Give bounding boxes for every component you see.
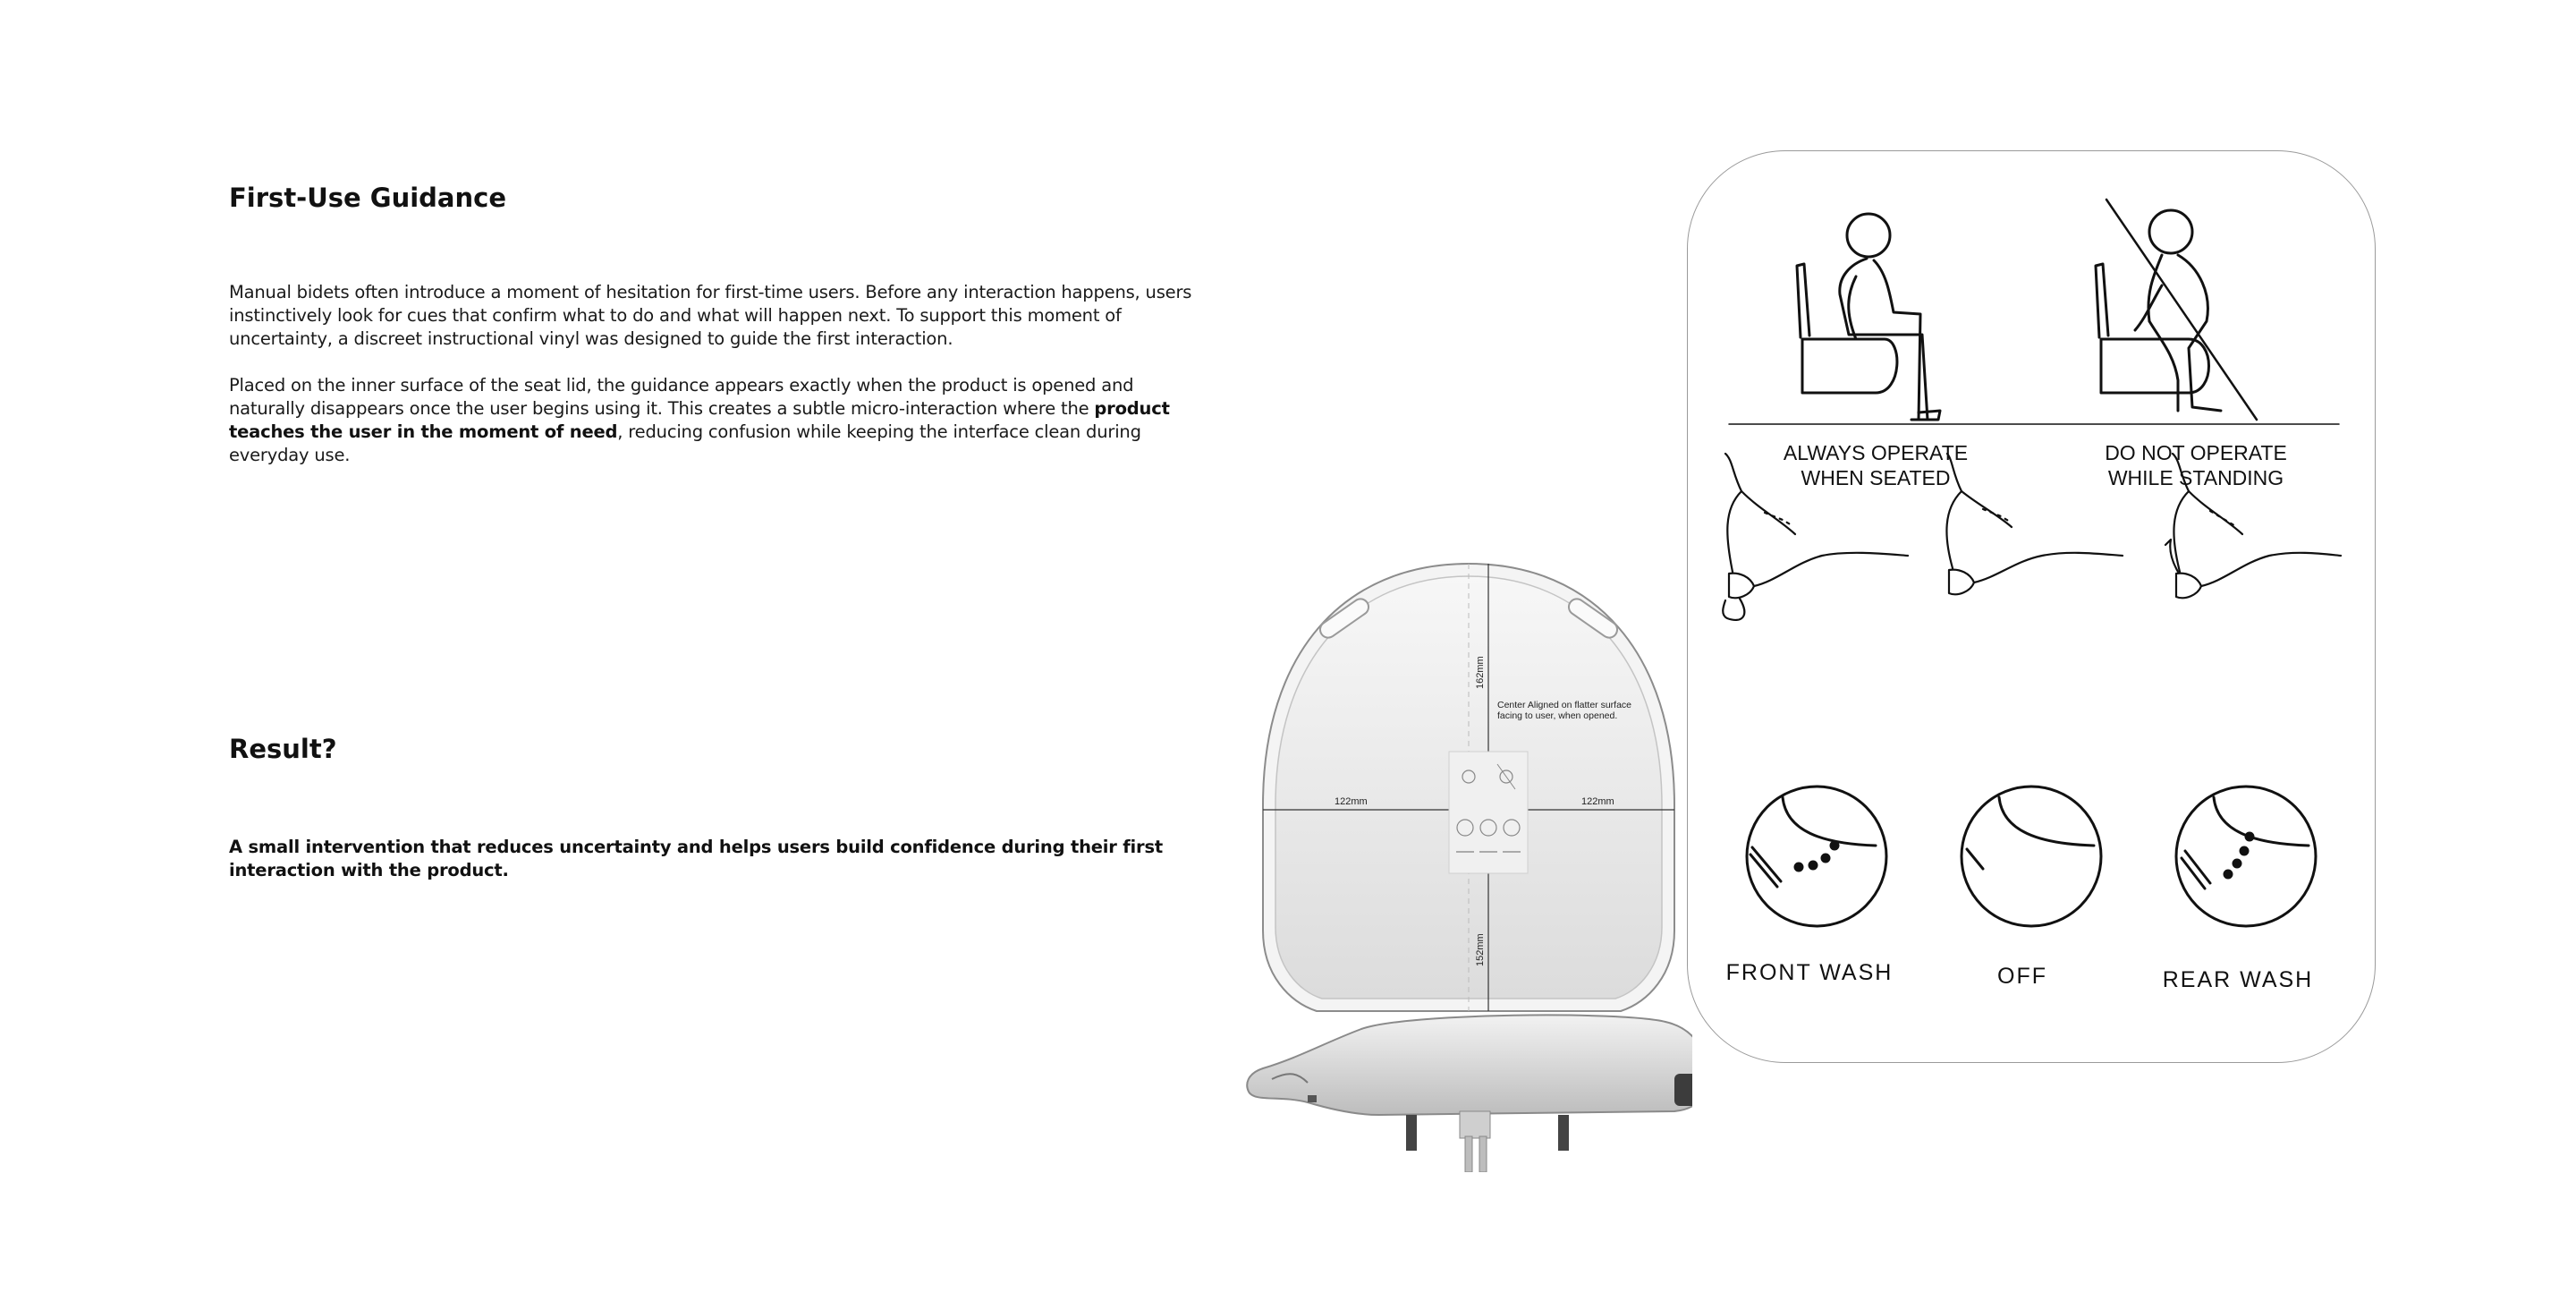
do-not-operate-line1: DO NOT OPERATE xyxy=(2105,441,2287,464)
placement-note: Center Aligned on flatter surface facing to user, when opened. xyxy=(1497,700,1631,721)
do-not-operate-line2: WHILE STANDING xyxy=(2107,466,2284,489)
always-operate-line1: ALWAYS OPERATE xyxy=(1783,441,1969,464)
dim-bottom-label: 152mm xyxy=(1475,933,1486,966)
always-operate-label xyxy=(1759,440,1992,490)
front-wash-label: FRONT WASH xyxy=(1725,960,1894,985)
do-not-operate-label xyxy=(2080,440,2312,490)
rear-wash-mode-icon xyxy=(2176,787,2316,926)
always-operate-line2: WHEN SEATED xyxy=(1801,466,1951,489)
front-wash-mode-icon xyxy=(1747,787,1886,926)
vinyl-sticker xyxy=(1449,752,1528,873)
section-title-first-use-guidance: First-Use Guidance xyxy=(229,183,507,213)
placement-text-emphasis: product teaches the user in the moment of need xyxy=(229,398,1170,442)
placement-paragraph xyxy=(229,374,1195,467)
result-paragraph: A small intervention that reduces uncertainty and helps users build confidence during their first interaction with the product. xyxy=(229,837,1163,880)
instruction-pictograms xyxy=(1688,151,2377,1064)
rear-wash-label: REAR WASH xyxy=(2162,967,2314,992)
section-title-result: Result? xyxy=(229,734,337,764)
off-label: OFF xyxy=(1997,964,2047,989)
placement-text-start: Placed on the inner surface of the seat lid, the guidance appears exactly when the product is opened and naturally disappears once the user begins using it. This creates a subtle micro-interaction where the xyxy=(229,375,1134,419)
dim-right-label: 122mm xyxy=(1581,796,1614,807)
bidet-seat-illustration xyxy=(1245,555,1692,1172)
placement-text-end: , reducing confusion while keeping the interface clean during everyday use. xyxy=(229,421,1141,465)
standing-figure-icon xyxy=(2096,200,2257,420)
dim-top-label: 162mm xyxy=(1475,656,1486,689)
dim-left-label: 122mm xyxy=(1335,796,1368,807)
off-mode-icon xyxy=(1962,787,2101,926)
seated-figure-icon xyxy=(1797,214,1940,420)
intro-paragraph: Manual bidets often introduce a moment of hesitation for first-time users. Before any interaction happens, users instinctively look for cues that confirm what to do and what will happen next. To support this moment of uncertainty, a discreet instructional vinyl was designed to guide the first interaction. xyxy=(229,282,1192,349)
instruction-vinyl-card xyxy=(1687,150,2376,1063)
